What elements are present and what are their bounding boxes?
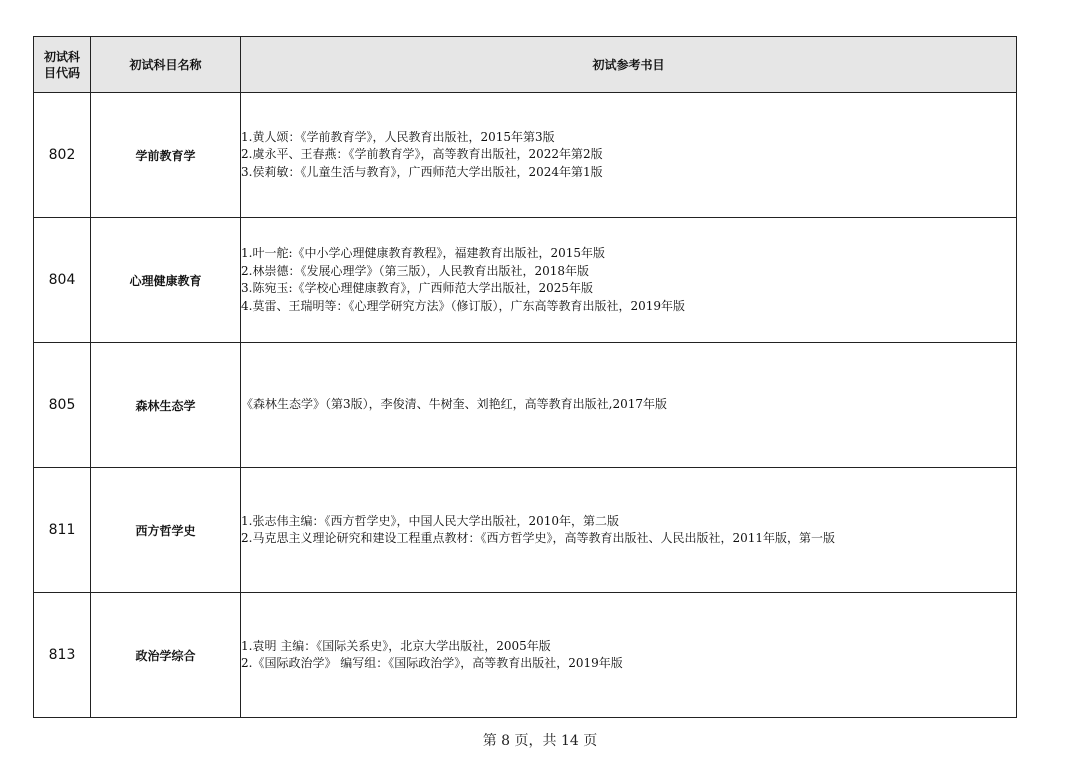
subject-name: 心理健康教育 [91,218,241,343]
subject-name: 森林生态学 [91,343,241,468]
subject-name: 学前教育学 [91,93,241,218]
reference-list [241,468,1017,593]
table-header-row [34,37,1017,93]
page-number: 第 8 页，共 14 页 [482,733,598,749]
subject-code: 805 [34,343,91,468]
header-refs: 初试参考书目 [241,37,1017,93]
reference-item: 《森林生态学》（第3版），李俊清、牛树奎、刘艳红，高等教育出版社,2017年版 [241,397,667,412]
reference-item: 1.黄人颂：《学前教育学》，人民教育出版社，2015年第3版 [241,129,555,144]
reference-item: 2.虞永平、王春燕：《学前教育学》，高等教育出版社，2022年第2版 [241,147,603,162]
subject-code: 811 [34,468,91,593]
subject-code: 813 [34,593,91,718]
reference-item: 2.林崇德：《发展心理学》（第三版），人民教育出版社，2018年版 [241,263,589,278]
subject-code: 802 [34,93,91,218]
reference-item: 2.《国际政治学》 编写组：《国际政治学》，高等教育出版社，2019年版 [241,656,623,670]
subject-code: 804 [34,218,91,343]
reference-item: 1.张志伟主编：《西方哲学史》，中国人民大学出版社，2010年，第二版 [241,513,619,528]
header-name: 初试科目名称 [91,37,241,93]
table-row [34,468,1017,593]
syllabus-table [33,36,1017,718]
reference-list [241,93,1017,218]
subject-name: 政治学综合 [91,593,241,718]
header-code: 初试科目代码 [34,37,91,93]
reference-list [241,343,1017,468]
reference-item: 3.陈宛玉:《学校心理健康教育》，广西师范大学出版社，2025年版 [241,281,594,295]
table-row [34,593,1017,718]
subject-name: 西方哲学史 [91,468,241,593]
reference-list [241,593,1017,718]
reference-item: 3.侯莉敏：《儿童生活与教育》，广西师范大学出版社，2024年第1版 [241,164,603,179]
table-row [34,218,1017,343]
reference-item: 1.袁明 主编：《国际关系史》，北京大学出版社，2005年版 [241,638,551,653]
reference-item: 1.叶一舵:《中小学心理健康教育教程》，福建教育出版社，2015年版 [241,246,606,260]
reference-item: 2.马克思主义理论研究和建设工程重点教材：《西方哲学史》，高等教育出版社、人民出版社，2011年版，第一版 [241,531,835,545]
table-row [34,343,1017,468]
reference-item: 4.莫雷、王瑞明等：《心理学研究方法》（修订版），广东高等教育出版社，2019年版 [241,298,685,313]
table-row [34,93,1017,218]
reference-list [241,218,1017,343]
